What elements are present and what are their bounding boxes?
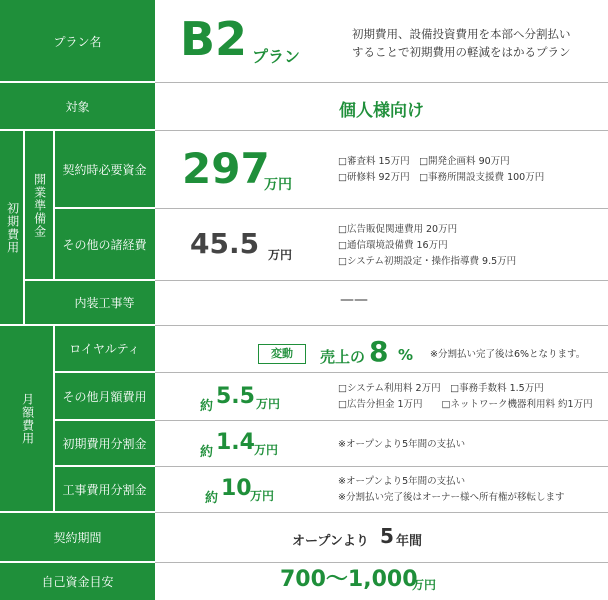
row-divider (155, 208, 608, 209)
row-divider (155, 280, 608, 281)
contract-term-unit: 年間 (396, 534, 423, 549)
other-expenses-note-2: □通信環境設備費 16万円 (338, 240, 448, 251)
separator (53, 130, 55, 280)
other-monthly-note-2: □広告分担金 1万円 □ネットワーク機器利用料 約1万円 (338, 399, 593, 410)
initial-split-amount: 1.4 (216, 430, 255, 455)
row-divider (155, 372, 608, 373)
separator (0, 511, 155, 513)
contract-term-label: 契約期間 (0, 512, 155, 562)
initial-split-unit: 万円 (254, 443, 279, 457)
plan-name-label: プラン名 (0, 0, 155, 82)
other-monthly-label: その他月額費用 (54, 372, 155, 420)
own-funds-value: 700～1,000 (280, 567, 418, 592)
construction-split-unit: 万円 (250, 489, 275, 503)
plan-description-line-1: 初期費用、設備投資費用を本部へ分割払い (352, 27, 571, 41)
construction-split-note-1: ※オープンより5年間の支払い (338, 476, 466, 487)
contract-fund-note-2: □研修料 92万円 □事務所開設支援費 100万円 (338, 172, 545, 183)
separator (0, 561, 155, 563)
opening-fund-sub-label: 開業準備金 (24, 130, 54, 280)
other-expenses-unit: 万円 (268, 248, 293, 262)
other-expenses-amount: 45.5 (190, 227, 260, 260)
target-label: 対象 (0, 82, 155, 130)
interior-work-value: —— (340, 292, 368, 308)
other-monthly-amount: 5.5 (216, 384, 255, 409)
row-divider (155, 420, 608, 421)
other-monthly-note-1: □システム利用料 2万円 □事務手数料 1.5万円 (338, 383, 544, 394)
own-funds-label: 自己資金目安 (0, 562, 155, 600)
separator (53, 325, 55, 512)
separator (54, 419, 155, 421)
contract-fund-note-1: □審査料 15万円 □開発企画料 90万円 (338, 156, 510, 167)
other-expenses-note-3: □システム初期設定・操作指導費 9.5万円 (338, 256, 517, 267)
initial-split-note: ※オープンより5年間の支払い (338, 439, 466, 450)
own-funds-unit: 万円 (412, 578, 437, 592)
row-divider (155, 325, 608, 326)
contract-term-prefix: オープンより (292, 534, 369, 549)
construction-split-approx: 約 (205, 491, 219, 506)
plan-suffix: プラン (252, 47, 301, 66)
separator (24, 279, 155, 281)
monthly-cost-group-label: 月額費用 (0, 325, 54, 512)
row-divider (155, 562, 608, 563)
other-monthly-unit: 万円 (256, 397, 281, 411)
initial-split-approx: 約 (200, 445, 214, 460)
initial-split-label: 初期費用分割金 (54, 420, 155, 466)
target-value: 個人様向け (339, 101, 424, 121)
separator (0, 81, 155, 83)
royalty-badge: 変動 (258, 344, 306, 364)
royalty-note: ※分割払い完了後は6%となります。 (430, 349, 586, 360)
royalty-unit: % (398, 346, 414, 364)
royalty-prefix: 売上の (320, 348, 366, 366)
row-divider (155, 82, 608, 83)
contract-term-value: 5 (380, 524, 394, 548)
separator (54, 207, 155, 209)
other-expenses-label: その他の諸経費 (54, 208, 155, 280)
royalty-value: 8 (369, 335, 389, 368)
row-divider (155, 512, 608, 513)
separator (23, 130, 25, 325)
construction-split-label: 工事費用分割金 (54, 466, 155, 512)
construction-split-amount: 10 (221, 476, 252, 501)
separator (54, 371, 155, 373)
separator (54, 465, 155, 467)
royalty-label: ロイヤルティ (54, 325, 155, 372)
other-expenses-note-1: □広告販促関連費用 20万円 (338, 224, 458, 235)
plan-code: B2 (180, 12, 248, 66)
contract-fund-label: 契約時必要資金 (54, 130, 155, 208)
construction-split-note-2: ※分割払い完了後はオーナー様へ所有権が移転します (338, 492, 565, 503)
contract-fund-unit: 万円 (264, 177, 292, 193)
row-divider (155, 130, 608, 131)
other-monthly-approx: 約 (200, 399, 214, 414)
row-divider (155, 466, 608, 467)
initial-cost-group-label: 初期費用 (0, 130, 24, 325)
contract-fund-amount: 297 (182, 144, 270, 193)
plan-description-line-2: することで初期費用の軽減をはかるプラン (352, 45, 571, 59)
interior-work-label: 内装工事等 (24, 280, 155, 325)
